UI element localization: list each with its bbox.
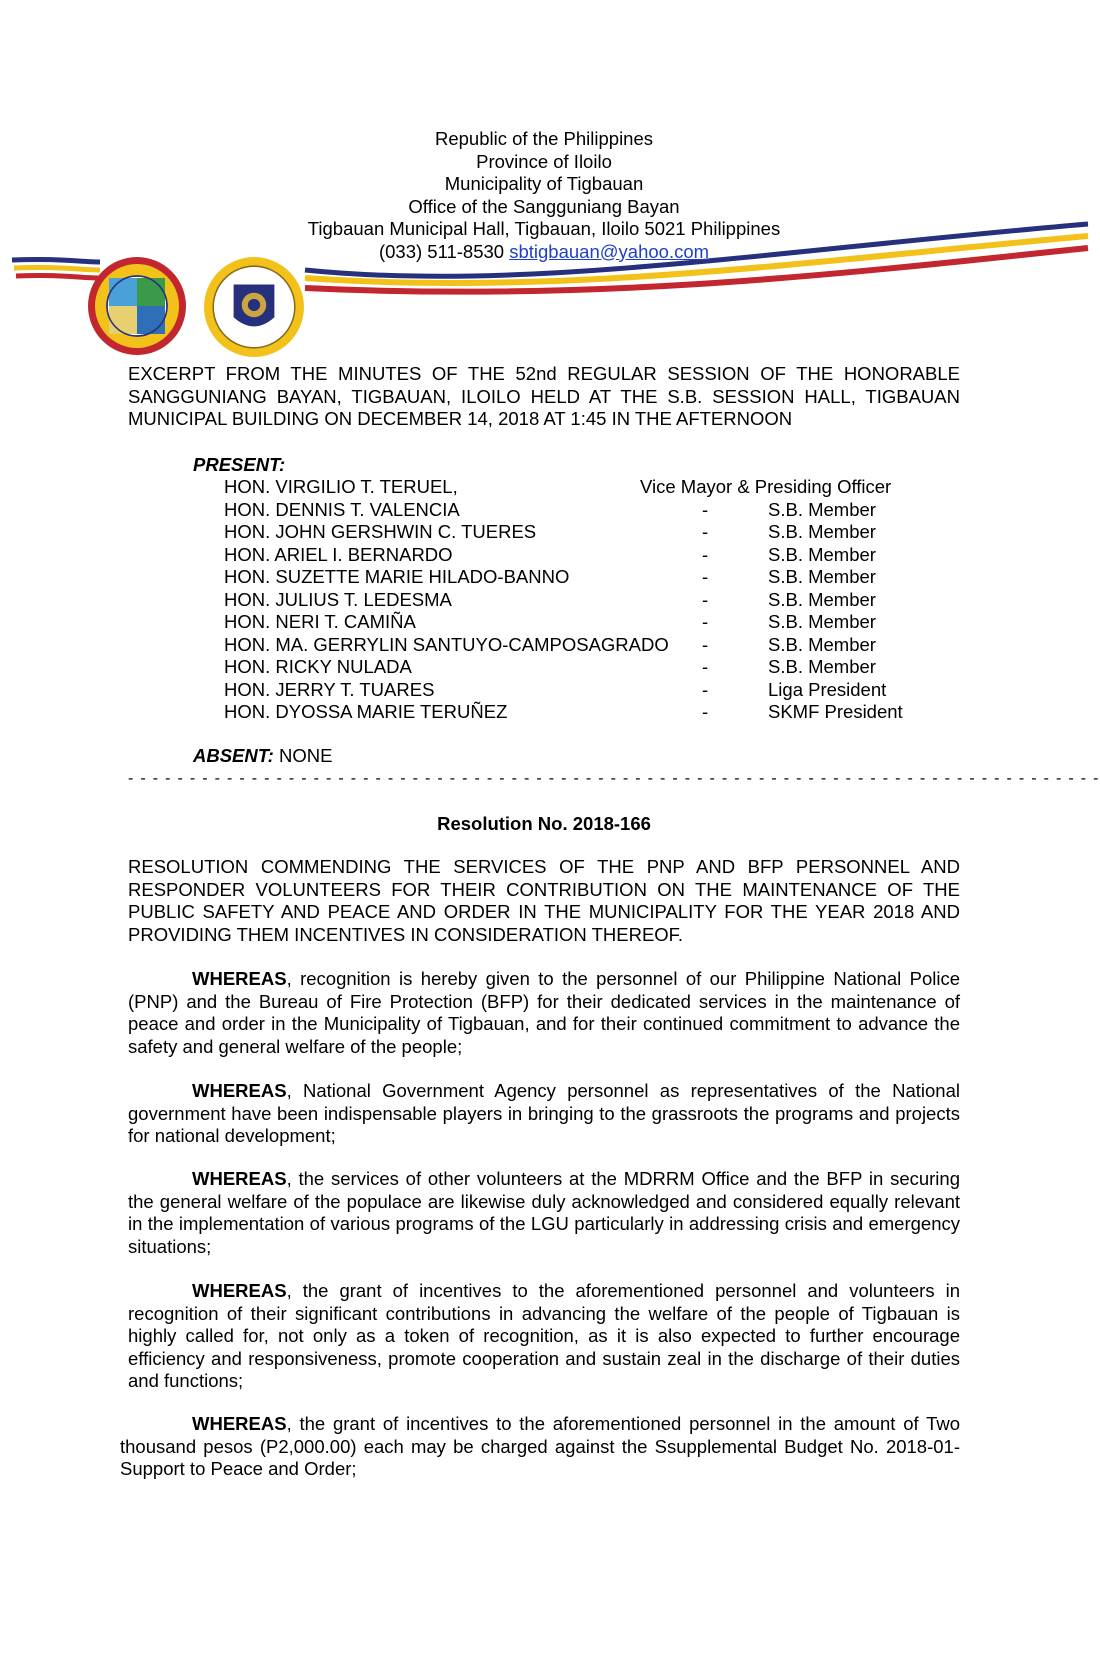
whereas-paragraph [120, 1413, 960, 1481]
whereas-paragraph [128, 1280, 960, 1393]
attendee-name: HON. ARIEL I. BERNARDO [224, 543, 453, 565]
phone-number: (033) 511-8530 [378, 240, 505, 262]
attendee-role: S.B. Member [768, 521, 876, 542]
resolution-title: RESOLUTION COMMENDING THE SERVICES OF THE PNP AND BFP PERSONNEL AND RESPONDER VOLUNTEERS FOR THEIR CONTRIBUTION ON THE MAINTENANCE OF THE PUBLIC SAFETY AND PEACE AND ORDER IN THE MUNICIPALITY FOR THE YEAR 2018 AND PROVIDING THEM INCENTIVES IN CONSIDERATION THEREOF. [128, 856, 960, 945]
red-ribbon-left [16, 275, 100, 278]
attendee-name: HON. JERRY T. TUARES [224, 678, 435, 700]
minutes-excerpt-heading: EXCERPT FROM THE MINUTES OF THE 52nd REGULAR SESSION OF THE HONORABLE SANGGUNIANG BAYAN, TIGBAUAN, ILOILO HELD AT THE S.B. SESSION HALL, TIGBAUAN MUNICIPAL BUILDING ON DECEMBER 14, 2018 AT 1:45 IN THE AFTERNOON [128, 363, 960, 429]
yellow-ribbon-left [14, 267, 100, 270]
attendee-role: S.B. Member [768, 588, 876, 610]
whereas-label: WHEREAS [192, 1280, 287, 1301]
whereas-label: WHEREAS [192, 1413, 287, 1434]
whereas-text: , the services of other volunteers at the MDRRM Office and the BFP in securing the general welfare of the populace are likewise duly acknowledged and considered equally relevant in the implementation of various programs of the LGU particularly in addressing crisis and emergency situations; [128, 1168, 960, 1257]
attendee-role: S.B. Member [768, 543, 876, 565]
attendee-row [224, 679, 944, 702]
sangguniang-bayan-seal [203, 256, 305, 358]
attendee-dash: - [702, 566, 709, 587]
whereas-paragraph [128, 1168, 960, 1258]
attendee-name: HON. JULIUS T. LEDESMA [224, 588, 452, 610]
attendee-name: HON. RICKY NULADA [224, 656, 412, 677]
attendee-row [224, 499, 944, 522]
attendee-row [224, 544, 944, 567]
attendee-row [224, 656, 944, 679]
whereas-text: , National Government Agency personnel as representatives of the National government have been indispensable players in bringing to the grassroots the programs and projects for national development; [128, 1080, 960, 1146]
attendee-dash: - [702, 633, 709, 655]
attendee-role: S.B. Member [768, 633, 876, 655]
letterhead-contact [0, 241, 1088, 264]
letterhead-line-municipality: Municipality of Tigbauan [444, 173, 644, 194]
attendee-dash: - [702, 656, 709, 677]
attendee-name: HON. DENNIS T. VALENCIA [224, 498, 460, 520]
whereas-paragraph [128, 1080, 960, 1148]
attendee-row [224, 566, 944, 589]
resolution-number: Resolution No. 2018-166 [437, 813, 651, 834]
attendee-role: Liga President [768, 678, 887, 700]
attendee-role: S.B. Member [768, 498, 876, 520]
attendee-name: HON. SUZETTE MARIE HILADO-BANNO [224, 566, 570, 587]
absent-value: NONE [273, 745, 333, 766]
attendee-row [224, 589, 944, 612]
municipality-seal [87, 256, 187, 356]
attendee-name: HON. VIRGILIO T. TERUEL, [224, 476, 458, 497]
whereas-text: , the grant of incentives to the aforementioned personnel in the amount of Two thousand pesos (P2,000.00) each may be charged against the Ssupplemental Budget No. 2018-01- Support to Peace and Order; [120, 1413, 960, 1479]
dashed-divider: - - - - - - - - - - - - - - - - - - - - - - - - - - - - - - - - - - - - - - - - - - - - - - - - - - - - - - - - - - - - - - - - - - - - - - - - - - - - - - - [128, 770, 1100, 787]
attendee-row [224, 634, 944, 657]
email-link[interactable]: sbtigbauan@yahoo.com [509, 240, 710, 262]
attendee-dash: - [702, 521, 709, 542]
whereas-label: WHEREAS [192, 968, 287, 989]
attendee-name: HON. MA. GERRYLIN SANTUYO-CAMPOSAGRADO [224, 633, 669, 655]
whereas-label: WHEREAS [192, 1168, 287, 1189]
attendee-name: HON. DYOSSA MARIE TERUÑEZ [224, 701, 508, 722]
attendee-dash: - [702, 701, 709, 722]
absent-label: ABSENT: [193, 745, 274, 766]
present-label: PRESENT: [193, 454, 286, 475]
letterhead [0, 128, 1088, 263]
attendee-row [224, 611, 944, 634]
attendee-role: S.B. Member [768, 656, 876, 677]
attendee-name: HON. NERI T. CAMIÑA [224, 611, 416, 632]
attendee-dash: - [702, 611, 709, 632]
attendee-row [224, 476, 944, 499]
attendee-row [224, 701, 944, 724]
absent-line [193, 745, 332, 767]
letterhead-line-republic: Republic of the Philippines [434, 128, 654, 149]
letterhead-line-province: Province of Iloilo [476, 150, 612, 172]
whereas-text: , recognition is hereby given to the personnel of our Philippine National Police (PNP) and the Bureau of Fire Protection (BFP) for their dedicated services in the maintenance of peace and order in the Municipality of Tigbauan, and for their continued commitment to advance the safety and general welfare of the people; [128, 968, 960, 1057]
whereas-label: WHEREAS [192, 1080, 287, 1101]
whereas-paragraph [128, 968, 960, 1058]
attendee-role: Vice Mayor & Presiding Officer [640, 476, 892, 497]
attendee-dash: - [702, 543, 709, 565]
attendee-dash: - [702, 678, 709, 700]
attendee-role: S.B. Member [768, 611, 876, 632]
letterhead-line-address: Tigbauan Municipal Hall, Tigbauan, Iloilo 5021 Philippines [307, 218, 781, 239]
attendee-row [224, 521, 944, 544]
attendee-name: HON. JOHN GERSHWIN C. TUERES [224, 521, 537, 542]
attendee-dash: - [702, 588, 709, 610]
letterhead-line-office: Office of the Sangguniang Bayan [408, 195, 680, 217]
attendee-role: SKMF President [768, 701, 903, 722]
attendee-role: S.B. Member [768, 566, 876, 587]
whereas-text: , the grant of incentives to the aforementioned personnel and volunteers in recognition of their significant contributions in advancing the welfare of the people of Tigbauan is highly called for, not only as a token of recognition, as it is also expected to further encourage efficiency and responsiveness, promote cooperation and sustain zeal in the discharge of their duties and functions; [128, 1280, 960, 1391]
attendee-dash: - [702, 498, 709, 520]
attendance-list [224, 476, 944, 724]
